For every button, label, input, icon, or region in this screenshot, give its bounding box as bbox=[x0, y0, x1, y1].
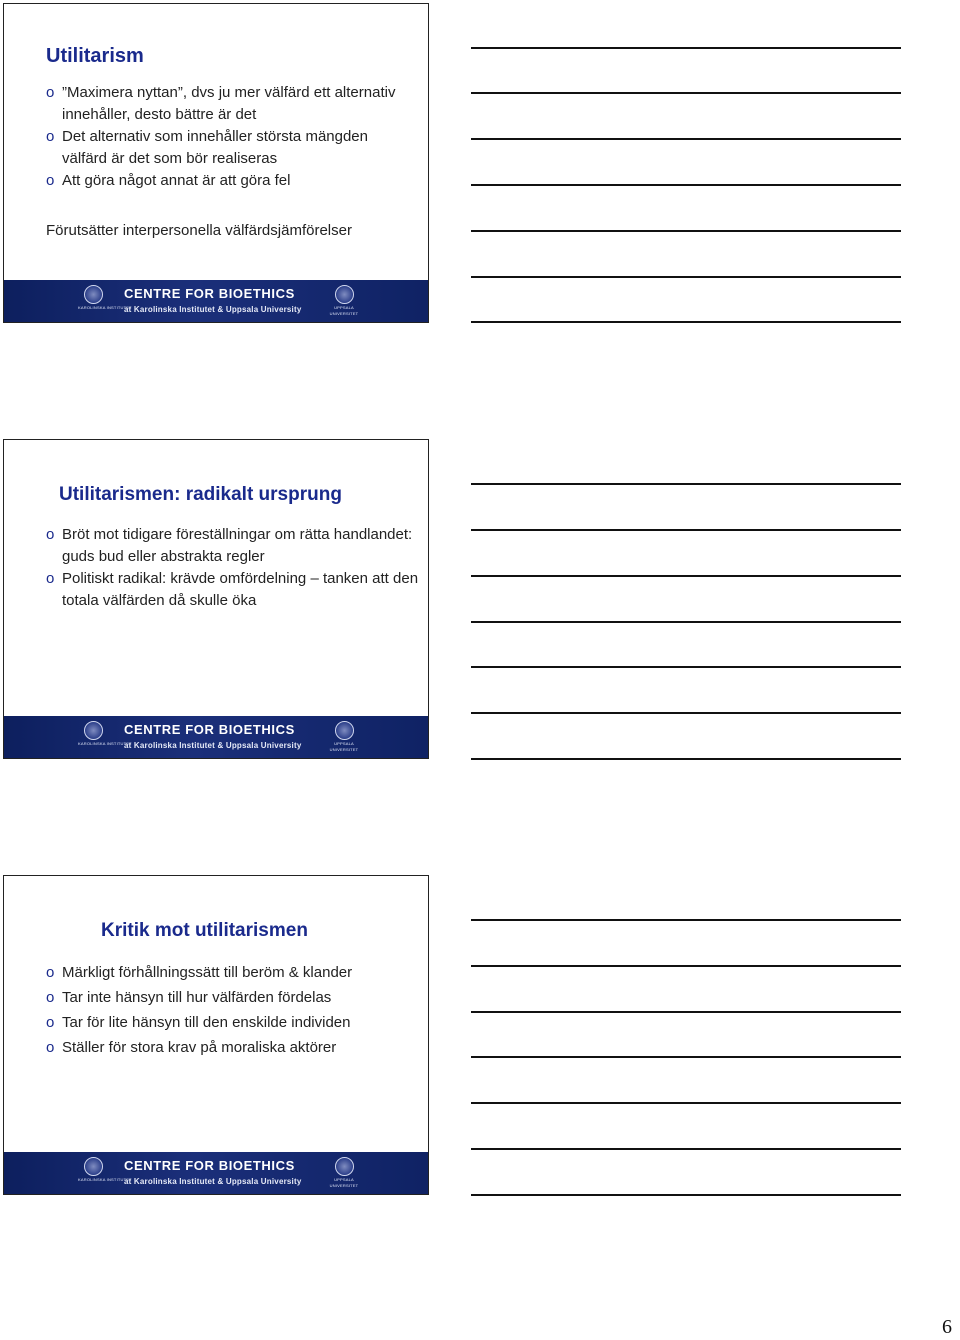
karolinska-logo-text: KAROLINSKA INSTITUTET bbox=[78, 305, 132, 310]
list-item bbox=[46, 126, 416, 170]
note-line bbox=[471, 230, 901, 232]
uppsala-seal-icon bbox=[335, 285, 354, 304]
note-line bbox=[471, 138, 901, 140]
karolinska-logo-text: KAROLINSKA INSTITUTET bbox=[78, 741, 132, 746]
bullet-marker: o bbox=[46, 570, 55, 587]
list-item-text: Politiskt radikal: krävde omfördelning – tanken att den totala välfärden då skulle öka bbox=[62, 570, 419, 609]
list-item bbox=[46, 1035, 421, 1060]
slide-title: Utilitarismen: radikalt ursprung bbox=[59, 484, 342, 505]
bullet-marker: o bbox=[46, 964, 55, 981]
karolinska-logo bbox=[78, 1157, 132, 1182]
note-line bbox=[471, 321, 901, 323]
note-line bbox=[471, 621, 901, 623]
karolinska-seal-icon bbox=[84, 285, 103, 304]
bullet-marker: o bbox=[46, 128, 55, 145]
uppsala-logo bbox=[329, 721, 359, 752]
uppsala-logo-text-2: UNIVERSITET bbox=[329, 1183, 359, 1188]
uppsala-logo bbox=[329, 1157, 359, 1188]
bullet-marker: o bbox=[46, 989, 55, 1006]
bullet-list bbox=[46, 960, 421, 1060]
uppsala-seal-icon bbox=[335, 721, 354, 740]
karolinska-logo bbox=[78, 721, 132, 746]
list-item-text: Att göra något annat är att göra fel bbox=[62, 172, 291, 189]
footer-brand: CENTRE FOR BIOETHICS bbox=[124, 722, 295, 737]
footer-subtitle: at Karolinska Institutet & Uppsala University bbox=[124, 305, 302, 314]
note-line bbox=[471, 1102, 901, 1104]
note-line bbox=[471, 483, 901, 485]
karolinska-logo bbox=[78, 285, 132, 310]
note-line bbox=[471, 47, 901, 49]
list-item bbox=[46, 985, 421, 1010]
list-item bbox=[46, 82, 416, 126]
slide-2 bbox=[3, 439, 429, 759]
bullet-marker: o bbox=[46, 526, 55, 543]
note-line bbox=[471, 1056, 901, 1058]
note-line bbox=[471, 712, 901, 714]
note-line bbox=[471, 1148, 901, 1150]
list-item bbox=[46, 1010, 421, 1035]
karolinska-logo-text: KAROLINSKA INSTITUTET bbox=[78, 1177, 132, 1182]
list-item-text: Märkligt förhållningssätt till beröm & klander bbox=[62, 964, 353, 981]
list-item bbox=[46, 170, 416, 192]
list-item-text: Det alternativ som innehåller största mängden välfärd är det som bör realiseras bbox=[62, 128, 368, 167]
note-line bbox=[471, 666, 901, 668]
note-line bbox=[471, 965, 901, 967]
uppsala-logo bbox=[329, 285, 359, 316]
slide-footer-banner bbox=[4, 716, 428, 758]
list-item-text: Bröt mot tidigare föreställningar om rätta handlandet: guds bud eller abstrakta regler bbox=[62, 526, 413, 565]
slide-title: Utilitarism bbox=[46, 45, 144, 67]
bullet-marker: o bbox=[46, 84, 55, 101]
bullet-marker: o bbox=[46, 1039, 55, 1056]
note-line bbox=[471, 919, 901, 921]
note-line bbox=[471, 92, 901, 94]
page-number: 6 bbox=[942, 1316, 952, 1338]
uppsala-seal-icon bbox=[335, 1157, 354, 1176]
note-line bbox=[471, 184, 901, 186]
bullet-list bbox=[46, 82, 416, 192]
footer-brand: CENTRE FOR BIOETHICS bbox=[124, 1158, 295, 1173]
bullet-marker: o bbox=[46, 1014, 55, 1031]
bullet-marker: o bbox=[46, 172, 55, 189]
footer-subtitle: at Karolinska Institutet & Uppsala University bbox=[124, 1177, 302, 1186]
karolinska-seal-icon bbox=[84, 1157, 103, 1176]
list-item bbox=[46, 524, 421, 568]
karolinska-seal-icon bbox=[84, 721, 103, 740]
uppsala-logo-text-2: UNIVERSITET bbox=[329, 311, 359, 316]
note-line bbox=[471, 1194, 901, 1196]
slide-1 bbox=[3, 3, 429, 323]
list-item bbox=[46, 568, 421, 612]
slide-title: Kritik mot utilitarismen bbox=[101, 920, 308, 941]
footer-subtitle: at Karolinska Institutet & Uppsala University bbox=[124, 741, 302, 750]
note-line bbox=[471, 1011, 901, 1013]
slide-footer-banner bbox=[4, 280, 428, 322]
note-line bbox=[471, 276, 901, 278]
bullet-list bbox=[46, 524, 421, 612]
uppsala-logo-text-1: UPPSALA bbox=[334, 1177, 354, 1182]
note-line bbox=[471, 575, 901, 577]
list-item-text: Tar för lite hänsyn till den enskilde individen bbox=[62, 1014, 351, 1031]
slide-footer-banner bbox=[4, 1152, 428, 1194]
uppsala-logo-text-1: UPPSALA bbox=[334, 305, 354, 310]
uppsala-logo-text-1: UPPSALA bbox=[334, 741, 354, 746]
slide-note: Förutsätter interpersonella välfärdsjämförelser bbox=[46, 222, 352, 239]
list-item bbox=[46, 960, 421, 985]
list-item-text: Ställer för stora krav på moraliska aktörer bbox=[62, 1039, 337, 1056]
slide-3 bbox=[3, 875, 429, 1195]
footer-brand: CENTRE FOR BIOETHICS bbox=[124, 286, 295, 301]
note-line bbox=[471, 529, 901, 531]
note-line bbox=[471, 758, 901, 760]
list-item-text: ”Maximera nyttan”, dvs ju mer välfärd ett alternativ innehåller, desto bättre är det bbox=[62, 84, 396, 123]
uppsala-logo-text-2: UNIVERSITET bbox=[329, 747, 359, 752]
list-item-text: Tar inte hänsyn till hur välfärden fördelas bbox=[62, 989, 332, 1006]
